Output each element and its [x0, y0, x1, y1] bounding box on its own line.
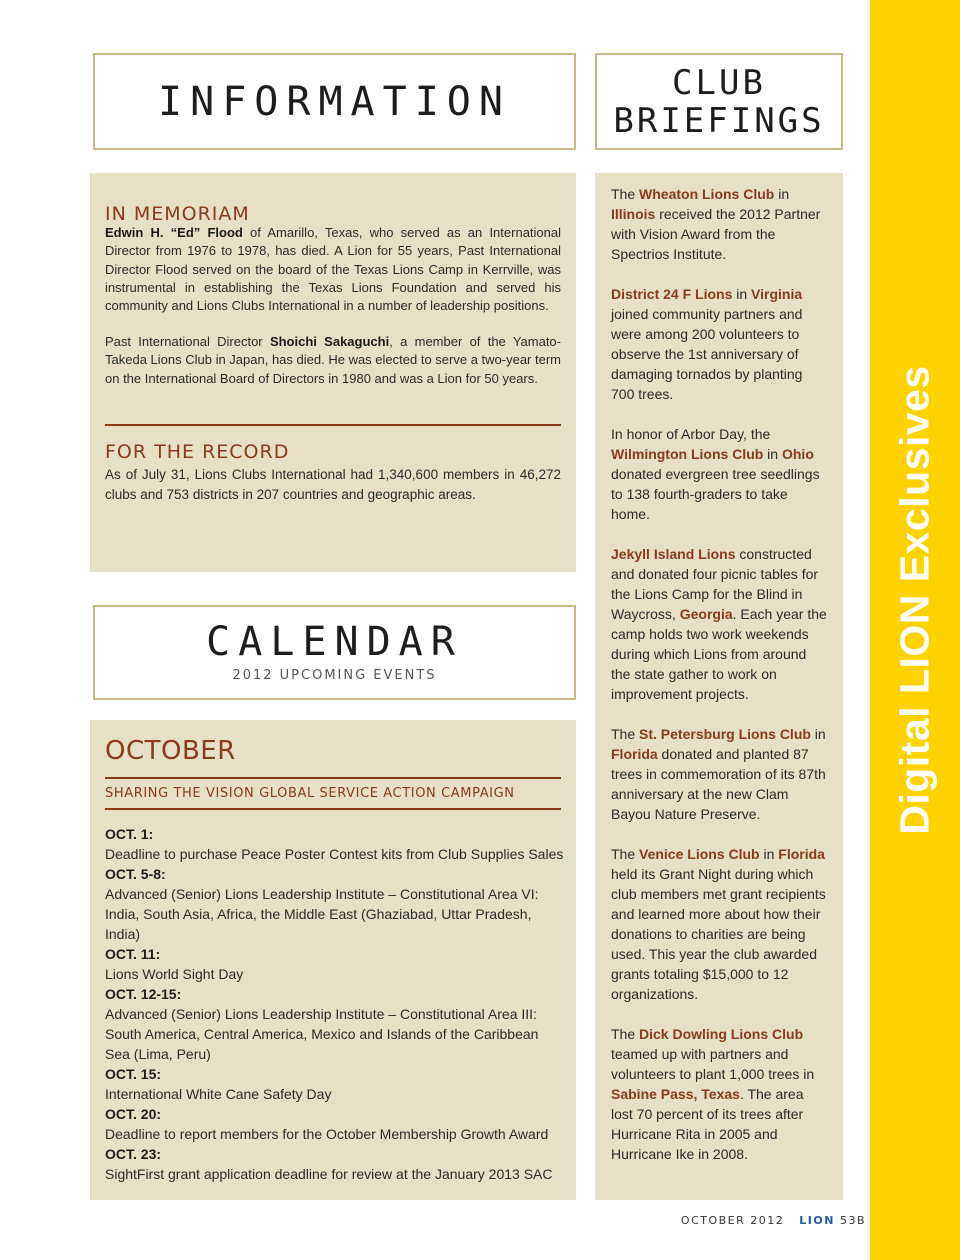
event-description: Deadline to report members for the October Membership Growth Award	[105, 1126, 549, 1142]
campaign-heading: SHARING THE VISION GLOBAL SERVICE ACTION CAMPAIGN	[105, 786, 515, 801]
briefings-title-line1: CLUB	[672, 62, 766, 103]
calendar-title: CALENDAR	[206, 619, 463, 665]
briefing-text: teamed up with partners and volunteers to plant 1,000 trees in	[611, 1046, 815, 1082]
briefing-highlight: Ohio	[781, 446, 814, 462]
section-divider	[105, 424, 561, 426]
briefing-item	[611, 184, 827, 264]
footer-page: 53B	[839, 1214, 866, 1227]
event-description: Lions World Sight Day	[105, 966, 244, 982]
month-heading: OCTOBER	[105, 736, 236, 766]
event-date: OCT. 5-8:	[105, 866, 166, 882]
briefing-highlight: Dick Dowling Lions Club	[639, 1026, 804, 1042]
briefings-list	[611, 184, 827, 1164]
briefing-text: In honor of Arbor Day, the	[611, 426, 771, 442]
briefings-title-line2: BRIEFINGS	[613, 100, 825, 141]
briefing-highlight: Florida	[611, 746, 658, 762]
memoriam-paragraph-1	[105, 224, 561, 315]
information-title-box	[93, 53, 576, 150]
briefing-text: received the 2012 Partner with Vision Award from the Spectrios Institute.	[611, 206, 821, 262]
event-date: OCT. 1:	[105, 826, 154, 842]
briefing-text: donated evergreen tree seedlings to 138 fourth-graders to take home.	[611, 466, 820, 522]
event-date: OCT. 23:	[105, 1146, 162, 1162]
briefing-text: constructed and donated four picnic tables for the Lions Camp for the Blind in Waycross,	[611, 546, 819, 622]
memoriam-text-sakaguchi: , a member of the Yamato-Takeda Lions Club in Japan, has died. He was elected to serve a two-year term on the International Board of Directors in 1980 and was a Lion for 50 years.	[105, 334, 561, 386]
briefing-highlight: St. Petersburg Lions Club	[639, 726, 811, 742]
briefing-text: donated and planted 87 trees in commemoration of its 87th anniversary at the new Clam Bayou Nature Preserve.	[611, 746, 826, 822]
for-the-record-heading: FOR THE RECORD	[105, 441, 290, 463]
briefing-text: The	[611, 726, 640, 742]
event-date: OCT. 15:	[105, 1066, 162, 1082]
briefing-highlight: Georgia	[679, 606, 733, 622]
event-date: OCT. 20:	[105, 1106, 162, 1122]
briefing-item	[611, 424, 827, 524]
briefing-text: The	[611, 1026, 640, 1042]
briefing-text: in	[774, 186, 790, 202]
footer-issue: OCTOBER 2012	[680, 1214, 785, 1227]
briefing-text: The	[611, 846, 640, 862]
briefing-item	[611, 544, 827, 704]
memoriam-paragraph-2	[105, 333, 561, 388]
event-description: Advanced (Senior) Lions Leadership Institute – Constitutional Area VI: India, South Asia, Africa, the Middle East (Ghaziabad, Uttar Pradesh, India)	[105, 886, 539, 942]
briefing-highlight: Wheaton Lions Club	[639, 186, 775, 202]
briefing-highlight: Virginia	[751, 286, 803, 302]
briefing-highlight: Sabine Pass, Texas	[611, 1086, 740, 1102]
footer-brand: LION	[799, 1214, 835, 1227]
briefing-highlight: Wilmington Lions Club	[611, 446, 764, 462]
briefing-item	[611, 844, 827, 1004]
information-panel	[90, 173, 576, 572]
event-list	[105, 824, 565, 1184]
briefing-text: . The area lost 70 percent of its trees after Hurricane Rita in 2005 and Hurricane Ike in 2008.	[611, 1086, 804, 1162]
memoriam-name-flood: Edwin H. “Ed” Flood	[105, 225, 243, 240]
month-divider	[105, 777, 561, 779]
memoriam-prefix-sakaguchi: Past International Director	[105, 334, 270, 349]
memoriam-name-sakaguchi: Shoichi Sakaguchi	[269, 334, 390, 349]
briefing-item	[611, 1024, 827, 1164]
briefing-text: . Each year the camp holds two work weekends during which Lions from around the state gather to work on improvement projects.	[611, 606, 827, 702]
calendar-title-box	[93, 605, 576, 700]
briefing-text: held its Grant Night during which club members met grant recipients and learned more about how their donations to charities are being used. This year the club awarded grants totaling $15,000 to 12 organizations.	[611, 866, 826, 1002]
event-date: OCT. 12-15:	[105, 986, 182, 1002]
briefings-panel	[595, 173, 843, 1200]
campaign-divider	[105, 808, 561, 810]
briefing-highlight: Jekyll Island Lions	[611, 546, 736, 562]
briefings-title-box	[595, 53, 843, 150]
briefing-highlight: District 24 F Lions	[611, 286, 733, 302]
record-paragraph: As of July 31, Lions Clubs International had 1,340,600 members in 46,272 clubs and 753 districts in 207 countries and geographic areas.	[105, 467, 561, 502]
event-description: Deadline to purchase Peace Poster Contest kits from Club Supplies Sales	[105, 846, 564, 862]
in-memoriam-heading: IN MEMORIAM	[105, 203, 250, 225]
briefing-item	[611, 284, 827, 404]
briefing-item	[611, 724, 827, 824]
event-description: SightFirst grant application deadline for review at the January 2013 SAC	[105, 1166, 553, 1182]
briefing-text: in	[810, 726, 826, 742]
calendar-subtitle: 2012 UPCOMING EVENTS	[232, 668, 437, 683]
digital-exclusives-label: Digital LION Exclusives	[891, 365, 938, 835]
calendar-panel	[90, 720, 576, 1200]
briefing-text: in	[759, 846, 779, 862]
briefing-text: The	[611, 186, 640, 202]
briefing-highlight: Illinois	[611, 206, 656, 222]
briefing-highlight: Florida	[778, 846, 825, 862]
event-description: Advanced (Senior) Lions Leadership Institute – Constitutional Area III: South America, Central America, Mexico and Islands of the Caribbean Sea (Lima, Peru)	[105, 1006, 539, 1062]
briefing-highlight: Venice Lions Club	[639, 846, 760, 862]
briefing-text: joined community partners and were among 200 volunteers to observe the 1st anniversary of damaging tornados by planting 700 trees.	[611, 306, 803, 402]
page-footer	[640, 1214, 866, 1227]
event-date: OCT. 11:	[105, 946, 161, 962]
event-description: International White Cane Safety Day	[105, 1086, 332, 1102]
memoriam-text-flood: of Amarillo, Texas, who served as an International Director from 1976 to 1978, has died. A Lion for 55 years, Past International Director Flood served on the board of the Texas Lions Camp in Kerrville, was instrumental in establishing the Texas Lions Foundation and served his community and Lions Clubs International in a number of leadership positions.	[105, 225, 561, 314]
briefing-text: in	[732, 286, 752, 302]
briefing-text: in	[763, 446, 782, 462]
information-title: INFORMATION	[158, 78, 511, 125]
